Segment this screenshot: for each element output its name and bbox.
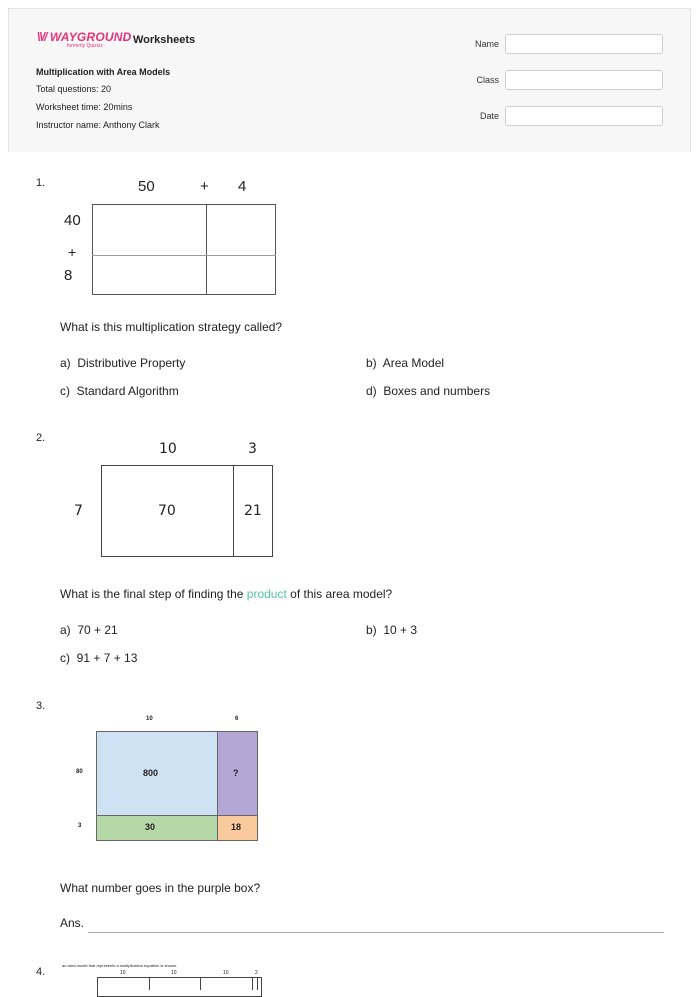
option-letter: b) [366,623,377,637]
total-questions: Total questions: 20 [36,84,112,94]
q2-col-label: 3 [248,441,257,457]
logo-text: WAYGROUND [49,30,132,44]
logo-mark-icon: \\// [37,30,47,44]
question-1-text: What is this multiplication strategy called? [60,320,283,334]
answer-line[interactable] [88,932,664,933]
q3-cell: 800 [143,768,159,778]
logo-subtext: formerly Quizizz [67,43,103,49]
option-text: 10 + 3 [383,623,418,637]
q3-col-label: 10 [146,716,153,722]
name-label: Name [474,39,499,49]
q3-cell: ? [233,768,239,778]
q4-grid-vline [200,977,201,990]
q4-col-label: 2 [255,970,258,976]
q1-option-a[interactable] [60,356,185,370]
worksheet-header [8,8,691,152]
option-letter: c) [60,651,70,665]
q3-cell: 30 [145,822,156,832]
question-4-number: 4. [36,966,46,978]
q4-grid-vline [257,977,258,990]
q1-col-label: 50 [138,178,155,195]
date-label: Date [479,111,499,121]
question-2-text [60,587,392,601]
answer-label: Ans. [60,916,85,930]
q4-caption: an area model that represents a multiplication equation is shown. [62,963,178,968]
option-letter: a) [60,356,71,370]
q1-option-d[interactable] [366,384,490,398]
option-text: 91 + 7 + 13 [76,651,138,665]
q1-option-b[interactable] [366,356,444,370]
wayground-logo [37,30,131,49]
q4-col-label: 10 [171,970,177,976]
q2-option-a[interactable] [60,623,118,637]
q3-row-label: 80 [76,769,83,775]
option-letter: d) [366,384,377,398]
q1-grid [92,204,276,295]
q4-col-label: 10 [223,970,229,976]
q2-cell: 21 [244,503,262,519]
question-3-text: What number goes in the purple box? [60,881,261,895]
q1-col-label: 4 [238,178,247,195]
q4-grid-vline [252,977,253,990]
question-1-number: 1. [36,177,46,189]
q1-row-label: + [68,244,77,260]
name-field[interactable] [505,34,663,54]
question-2-number: 2. [36,432,46,444]
q4-col-label: 10 [120,970,126,976]
question-3-number: 3. [36,700,46,712]
q3-col-label: 6 [235,716,239,722]
q2-grid-vline [233,465,234,557]
product-highlight-link[interactable]: product [246,587,287,601]
class-field[interactable] [505,70,663,90]
q1-option-c[interactable] [60,384,179,398]
product-label: Worksheets [133,34,196,46]
q1-col-label: + [200,178,209,195]
option-letter: a) [60,623,71,637]
q2-option-c[interactable] [60,651,137,665]
q1-grid-vline [206,204,207,295]
instructor-name: Instructor name: Anthony Clark [36,120,160,130]
q2-row-label: 7 [74,503,83,519]
q3-cell: 18 [231,822,242,832]
worksheet-title: Multiplication with Area Models [36,67,171,77]
option-letter: b) [366,356,377,370]
option-text: Area Model [382,356,445,370]
q2-option-b[interactable] [366,623,417,637]
option-text: 70 + 21 [77,623,118,637]
q4-grid-vline [149,977,150,990]
option-text: Boxes and numbers [383,384,491,398]
q2-col-label: 10 [159,441,177,457]
date-field[interactable] [505,106,663,126]
option-letter: c) [60,384,70,398]
q1-row-label: 40 [64,212,81,229]
q3-row-label: 3 [78,823,82,829]
class-label: Class [476,75,499,85]
q2-text-after: of this area model? [286,587,393,601]
q2-cell: 70 [158,503,176,519]
q1-grid-hline [92,255,276,256]
q4-grid [97,977,262,997]
worksheet-time: Worksheet time: 20mins [36,102,133,112]
option-text: Distributive Property [77,356,186,370]
q3-green-box [96,815,218,841]
q2-text-before: What is the final step of finding the [60,587,247,601]
option-text: Standard Algorithm [76,384,179,398]
q1-row-label: 8 [64,267,73,284]
